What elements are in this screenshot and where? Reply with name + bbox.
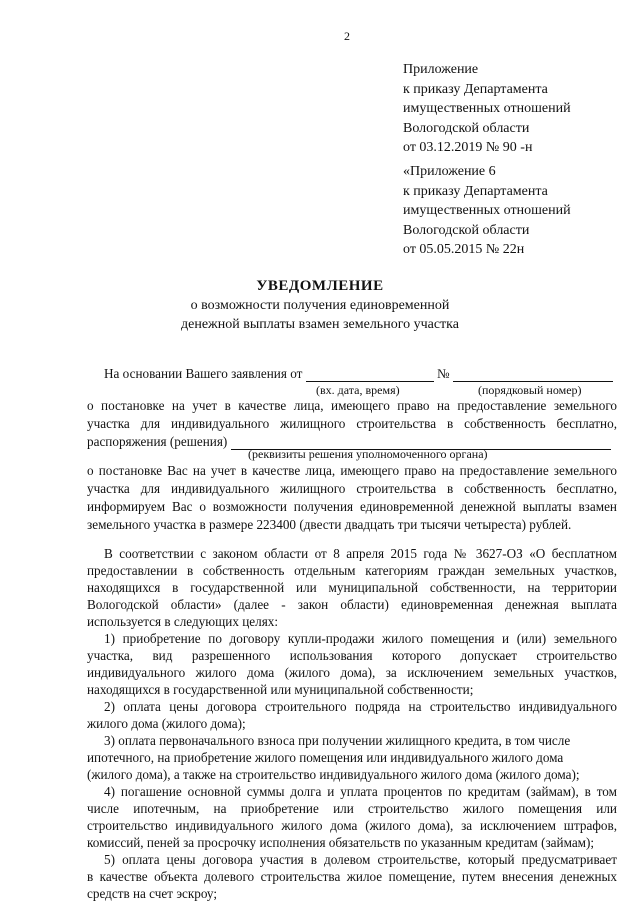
appendix-line: имущественных отношений	[403, 203, 571, 218]
list-item-line: комиссий, пеней за просрочку исполнения обязательств по указанным кредитам (займам);	[87, 835, 595, 850]
list-item-line: средств на счет эскроу;	[87, 886, 218, 901]
appendix-line: к приказу Департамента	[403, 183, 548, 199]
appendix-line: Вологодской области	[403, 222, 530, 238]
appendix-line: Вологодской области	[403, 120, 530, 136]
list-item-line: 3) оплата первоначального взноса при получении жилищного кредита, в том числе	[104, 733, 571, 748]
list-item-line: 4) погашение основной суммы долга и уплата процентов по кредитам (займам), в том	[104, 784, 617, 799]
page-number: 2	[344, 29, 350, 43]
date-blank	[306, 381, 434, 382]
list-item-line: 1) приобретение по договору купли-продажи жилого помещения и (или) земельного	[104, 631, 617, 646]
document-subtitle: денежной выплаты взамен земельного участка	[181, 317, 459, 332]
document-subtitle: о возможности получения единовременной	[190, 298, 450, 313]
basis-prefix: На основании Вашего заявления от	[104, 366, 303, 381]
form-text-line: участка для индивидуального жилищного строительства в собственность бесплатно,	[87, 416, 617, 431]
requisites-caption: (реквизиты решения уполномоченного органа)	[248, 447, 488, 461]
appendix-reference-1	[403, 60, 571, 158]
number-blank	[453, 381, 613, 382]
list-item-line: (жилого дома), а также на строительство индивидуального жилого дома (жилого дома);	[87, 767, 580, 782]
appendix-line: от 03.12.2019 № 90 -н	[403, 140, 533, 155]
form-text-line: о постановке Вас на учет в качестве лица, имеющего право на предоставление земельного	[87, 463, 617, 478]
list-item-line: находящихся в государственной или муниципальной собственности;	[87, 682, 474, 697]
list-item-line: ипотечного, на приобретение жилого помещения или индивидуального жилого дома	[87, 750, 564, 765]
paragraph-line: В соответствии с законом области от 8 апреля 2015 года № 3627-ОЗ «О бесплатном	[104, 546, 617, 561]
list-item-line: строительство индивидуального жилого дома (жилого дома), за исключением штрафов,	[87, 818, 617, 833]
paragraph-line: используется в следующих целях:	[87, 614, 279, 629]
form-text-line: о постановке на учет в качестве лица, имеющего право на предоставление земельного	[87, 398, 617, 413]
list-item-line: 2) оплата цены договора строительного подряда на строительство индивидуального	[104, 699, 617, 714]
number-caption: (порядковый номер)	[478, 383, 582, 397]
appendix-line: имущественных отношений	[403, 101, 571, 116]
decision-label: распоряжения (решения)	[87, 434, 228, 449]
appendix-line: Приложение	[403, 62, 479, 77]
appendix-line: «Приложение 6	[403, 164, 496, 179]
list-item-line: участка, вид разрешенного использования которого допускает строительство	[87, 648, 617, 663]
appendix-reference-2	[403, 162, 571, 260]
list-item-line: числе ипотечным, на приобретение или строительство жилого помещения или	[87, 801, 617, 816]
date-caption: (вх. дата, время)	[316, 383, 400, 397]
paragraph-line: находящихся в государственной или муниципальной собственности, на территории	[87, 580, 617, 595]
form-text-line: участка для индивидуального жилищного строительства в собственность бесплатно,	[87, 481, 617, 496]
list-item-line: 5) оплата цены договора участия в долевом строительстве, который предусматривает	[104, 852, 617, 867]
list-item-line: в качестве объекта долевого строительства жилое помещение, путем внесения денежных	[87, 869, 617, 884]
paragraph-line: предоставлении в собственность отдельным категориям граждан земельных участков,	[87, 563, 617, 578]
list-item-line: индивидуального жилого дома (жилого дома), за исключением земельных участков,	[87, 665, 617, 680]
form-text-line: информируем Вас о возможности получения единовременной денежной выплаты взамен	[87, 499, 617, 514]
basis-line	[104, 366, 613, 382]
document-title: УВЕДОМЛЕНИЕ	[256, 278, 384, 294]
number-sign: №	[436, 366, 450, 381]
form-text-line: земельного участка в размере 223400 (двести двадцать три тысячи четыреста) рублей.	[87, 517, 572, 532]
list-item-line: жилого дома (жилого дома);	[87, 716, 246, 731]
appendix-line: к приказу Департамента	[403, 81, 548, 97]
paragraph-line: Вологодской области» (далее - закон области) единовременная денежная выплата	[87, 597, 617, 612]
appendix-line: от 05.05.2015 № 22н	[403, 242, 525, 257]
